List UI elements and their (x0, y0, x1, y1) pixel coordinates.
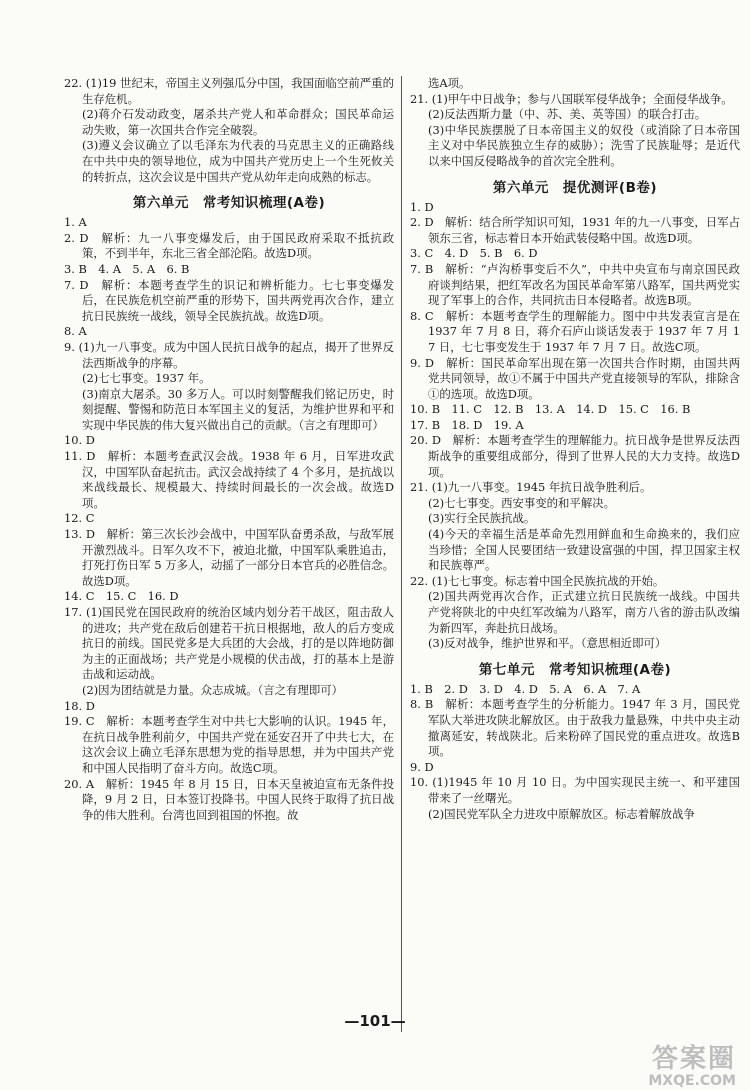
answer-paragraph: 11. D 解析：本题考查武汉会战。1938 年 6 月，日军进攻武汉，中国军队奋起抗击。武汉会战持续了 4 个多月，是抗战以来战线最长、规模最大、持续时间最长的一次会战。故选D项。 (64, 449, 394, 510)
answer-paragraph: 20. D 解析：本题考查学生的理解能力。抗日战争是世界反法西斯战争的重要组成部分，得到了世界人民的大力支持。故选D项。 (410, 433, 740, 479)
answer-paragraph: 8. C 解析：本题考查学生的理解能力。图中中共发表宣言是在 1937 年 7 月 8 日，蒋介石庐山谈话发表于 1937 年 7 月 17 日，七七事变发生于 1937 年 7 月 7 日。故选C项。 (410, 308, 740, 354)
answer-paragraph: 8. A (64, 324, 87, 339)
answer-paragraph: (2)蒋介石发动政变，屠杀共产党人和革命群众；国民革命运动失败，第一次国共合作完全破裂。 (82, 107, 394, 137)
answer-paragraph: 12. C (64, 511, 95, 526)
answer-paragraph: 21. (1)甲午中日战争；参与八国联军侵华战争；全面侵华战争。 (410, 91, 733, 106)
answer-paragraph: 选A项。 (428, 76, 471, 90)
answer-paragraph: 20. A 解析：1945 年 8 月 15 日，日本天皇被迫宣布无条件投降，9 月 2 日，日本签订投降书。中国人民终于取得了抗日战争的伟大胜利。台湾也回到祖国的怀抱。故 (64, 776, 394, 822)
site-watermark (648, 1038, 736, 1089)
answer-paragraph: 10. B 11. C 12. B 13. A 14. D 15. C 16. B (410, 402, 691, 417)
answer-paragraph: 17. (1)国民党在国民政府的统治区域内划分若干战区，阻击敌人的进攻；共产党在敌后创建若干抗日根据地，敌人的后方变成抗日的前线。国民党多是大兵团的大会战，打的是以阵地防御为主的正面战场；共产党是小规模的伏击战，打的基本上是游击战和运动战。 (64, 605, 394, 682)
answer-paragraph: (3)反对战争，维护世界和平。（意思相近即可） (428, 636, 667, 651)
page-number: —101— (344, 1012, 406, 1030)
answer-paragraph: (2)反法西斯力量（中、苏、美、英等国）的联合打击。 (428, 107, 707, 122)
answer-paragraph: 7. D 解析：本题考查学生的识记和辨析能力。七七事变爆发后，在民族危机空前严重的形势下，国共两党再次合作，建立抗日民族统一战线，领导全民族抗战。故选D项。 (64, 277, 394, 323)
answer-paragraph: 9. (1)九一八事变。成为中国人民抗日战争的起点，揭开了世界反法西斯战争的序幕。 (64, 339, 394, 370)
answer-paragraph: (2)国共两党再次合作，正式建立抗日民族统一战线。中国共产党将陕北的中央红军改编为八路军，南方八省的游击队改编为新四军，奔赴抗日战场。 (428, 589, 740, 635)
answer-paragraph: 1. D (410, 199, 434, 214)
section-heading: 第七单元 常考知识梳理(A卷) (478, 661, 672, 678)
answer-paragraph: (3)中华民族摆脱了日本帝国主义的奴役（或消除了日本帝国主义对中华民族独立生存的威胁）；洗雪了民族耻辱；是近代以来中国反侵略战争的首次完全胜利。 (428, 122, 740, 168)
watermark-url: MXQE.COM (648, 1073, 736, 1089)
answer-paragraph: 14. C 15. C 16. D (64, 589, 179, 604)
answer-paragraph: 1. A (64, 215, 87, 230)
answer-paragraph: 22. (1)19 世纪末，帝国主义列强瓜分中国，我国面临空前严重的生存危机。 (64, 76, 394, 106)
answer-paragraph: (3)实行全民族抗战。 (428, 511, 536, 526)
answer-paragraph: (2)国民党军队全力进攻中原解放区。标志着解放战争 (428, 806, 695, 821)
right-column (410, 76, 740, 822)
answer-paragraph: 10. (1)1945 年 10 月 10 日。为中国实现民主统一、和平建国带来了一丝曙光。 (410, 775, 740, 805)
answer-paragraph: 2. D 解析：结合所学知识可知，1931 年的九一八事变，日军占领东三省，标志着日本开始武装侵略中国。故选D项。 (410, 215, 740, 245)
answer-paragraph: (2)七七事变。西安事变的和平解决。 (428, 495, 615, 510)
answer-paragraph: (4)今天的幸福生活是革命先烈用鲜血和生命换来的，我们应当珍惜；全国人民要团结一致建设富强的中国，捍卫国家主权和民族尊严。 (428, 527, 740, 573)
watermark-logo-text: 答案圈 (651, 1044, 736, 1074)
column-divider (401, 76, 402, 1032)
answer-paragraph: 7. B 解析：“卢沟桥事变后不久”，中共中央宣布与南京国民政府谈判结果，把红军改名为国民革命军第八路军，国共两党实现了军事上的合作，共同抗击日本侵略者。故选B项。 (410, 261, 740, 308)
answer-paragraph: 1. B 2. D 3. D 4. D 5. A 6. A 7. A (410, 681, 641, 696)
answer-paragraph: 9. D 解析：国民革命军出现在第一次国共合作时期，由国共两党共同领导，故①不属于中国共产党直接领导的军队，排除含①的选项。故选D项。 (410, 355, 740, 401)
answer-paragraph: (3)南京大屠杀。30 多万人。可以时刻警醒我们铭记历史，时刻提醒、警惕和防范日本军国主义的复活，为维护世界和平和实现中华民族的伟大复兴做出自己的贡献。（言之有理即可） (82, 386, 394, 432)
answer-paragraph: (2)七七事变。1937 年。 (82, 371, 211, 386)
left-column (64, 76, 394, 823)
answer-paragraph: 3. B 4. A 5. A 6. B (64, 261, 190, 276)
answer-paragraph: 2. D 解析：九一八事变爆发后，由于国民政府采取不抵抗政策，不到半年，东北三省全部沦陷。故选D项。 (64, 230, 394, 261)
answer-paragraph: 19. C 解析：本题考查学生对中共七大影响的认识。1945 年，在抗日战争胜利前夕，中国共产党在延安召开了中共七大，在这次会议上确立毛泽东思想为党的指导思想，并为中国共产党和中国人民指明了奋斗方向。故选C项。 (64, 714, 394, 775)
answer-paragraph: 8. B 解析：本题考查学生的分析能力。1947 年 3 月，国民党军队大举进攻陕北解放区。由于敌我力量悬殊，中共中央主动撤离延安，转战陕北。后来粉碎了国民党的重点进攻。故选B项。 (410, 697, 740, 759)
answer-paragraph: 22. (1)七七事变。标志着中国全民族抗战的开始。 (410, 573, 665, 588)
section-heading: 第六单元 常考知识梳理(A卷) (132, 195, 326, 212)
answer-paragraph: 18. D (64, 698, 95, 713)
answer-paragraph: (3)遵义会议确立了以毛泽东为代表的马克思主义的正确路线在中共中央的领导地位，成为中国共产党历史上一个生死攸关的转折点，这次会议是中国共产党从幼年走向成熟的标志。 (82, 138, 394, 184)
answer-paragraph: 17. B 18. D 19. A (410, 417, 524, 432)
answer-paragraph: (2)因为团结就是力量。众志成城。（言之有理即可） (82, 682, 344, 697)
section-heading: 第六单元 提优测评(B卷) (492, 179, 658, 196)
answer-paragraph: 9. D (410, 759, 434, 774)
answer-paragraph: 3. C 4. D 5. B 6. D (410, 246, 538, 261)
answer-paragraph: 10. D (64, 433, 95, 448)
answer-paragraph: 21. (1)九一八事变。1945 年抗日战争胜利后。 (410, 480, 652, 495)
answer-paragraph: 13. D 解析：第三次长沙会战中，中国军队奋勇杀敌，与敌军展开激烈战斗。日军久攻不下，被迫北撤，中国军队乘胜追击，打死打伤日军 5 万多人，动摇了一部分日本官兵的必胜信念。故选D项。 (64, 527, 394, 588)
